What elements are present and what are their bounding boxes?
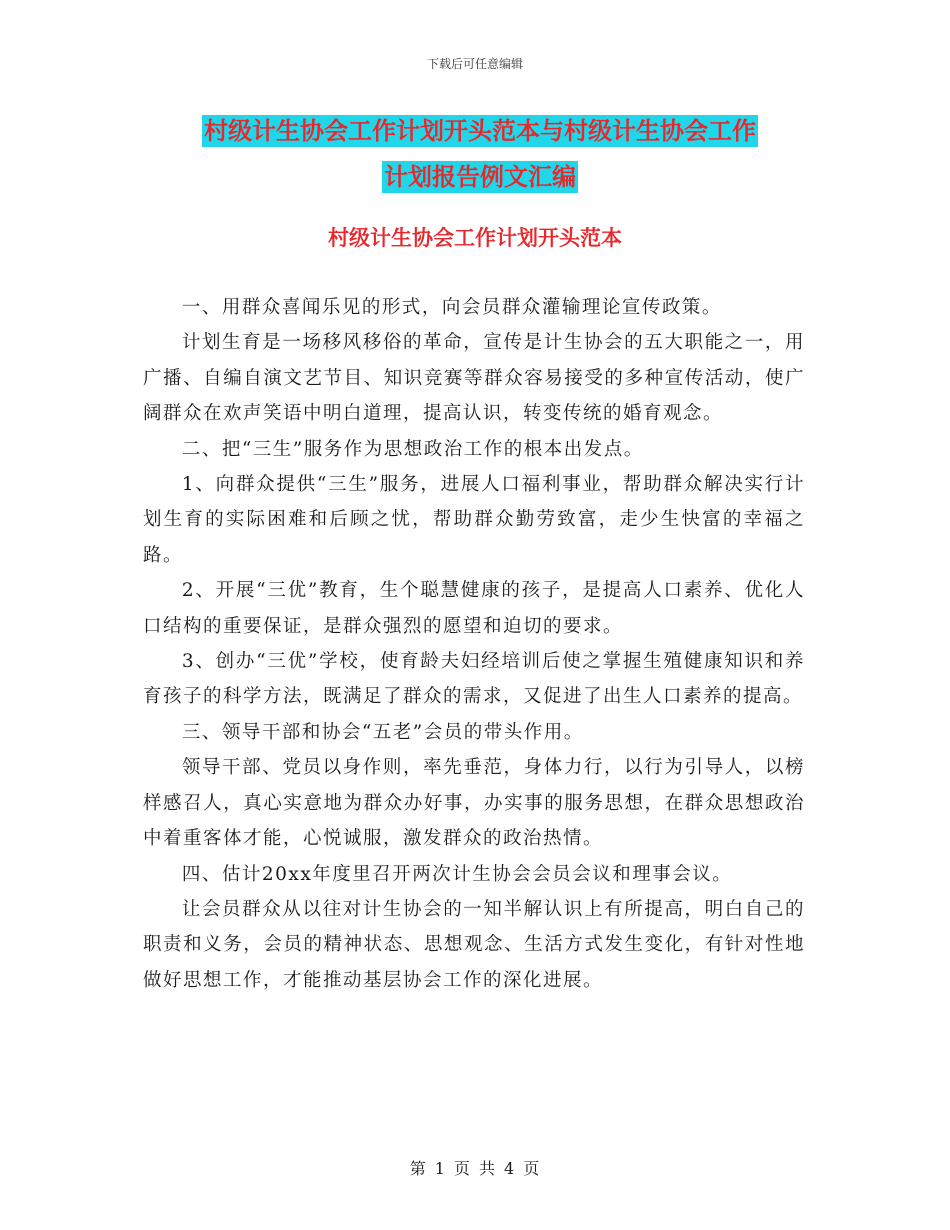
paragraph: 四、估计20xx年度里召开两次计生协会会员会议和理事会议。: [181, 863, 733, 885]
document-title: [140, 108, 820, 200]
footer-label-ye-2: 页: [523, 1159, 541, 1178]
page-footer: [0, 1156, 950, 1179]
current-page-number: 1: [434, 1159, 446, 1178]
section-title: 村级计生协会工作计划开头范本: [328, 226, 622, 250]
title-line-1: 村级计生协会工作计划开头范本与村级计生协会工作: [204, 117, 756, 145]
paragraph: 2、开展“三优”教育，生个聪慧健康的孩子，是提高人口素养、优化人口结构的重要保证，是群众强烈的愿望和迫切的要求。: [143, 580, 805, 637]
paragraph: 二、把“三生”服务作为思想政治工作的根本出发点。: [181, 438, 644, 460]
paragraph: 让会员群众从以往对计生协会的一知半解认识上有所提高，明白自己的职责和义务，会员的精神状态、思想观念、生活方式发生变化，有针对性地做好思想工作，才能推动基层协会工作的深化进展。: [143, 898, 805, 991]
body-text: [143, 290, 805, 998]
paragraph: 3、创办“三优”学校，使育龄夫妇经培训后使之掌握生殖健康知识和养育孩子的科学方法，既满足了群众的需求，又促进了出生人口素养的提高。: [143, 651, 805, 708]
paragraph: 1、向群众提供“三生”服务，进展人口福利事业，帮助群众解决实行计划生育的实际困难和后顾之忧，帮助群众勤劳致富，走少生快富的幸福之路。: [143, 474, 805, 566]
total-pages-number: 4: [504, 1159, 516, 1178]
paragraph: 计划生育是一场移风移俗的革命，宣传是计生协会的五大职能之一，用广播、自编自演文艺节目、知识竞赛等群众容易接受的多种宣传活动，使广阔群众在欢声笑语中明白道理，提高认识，转变传统的婚育观念。: [143, 332, 805, 425]
title-line-2: 计划报告例文汇编: [384, 163, 576, 191]
footer-label-ye: 页: [453, 1159, 471, 1178]
paragraph: 一、用群众喜闻乐见的形式，向会员群众灌输理论宣传政策。: [181, 297, 722, 318]
footer-label-di: 第: [409, 1159, 427, 1178]
footer-label-gong: 共: [479, 1159, 497, 1178]
paragraph: 领导干部、党员以身作则，率先垂范，身体力行，以行为引导人，以榜样感召人，真心实意地为群众办好事，办实事的服务思想，在群众思想政治中着重客体才能，心悦诚服，激发群众的政治热情。: [143, 757, 805, 850]
header-note: 下载后可任意编辑: [426, 57, 523, 71]
paragraph: 三、领导干部和协会“五老”会员的带头作用。: [181, 721, 584, 743]
